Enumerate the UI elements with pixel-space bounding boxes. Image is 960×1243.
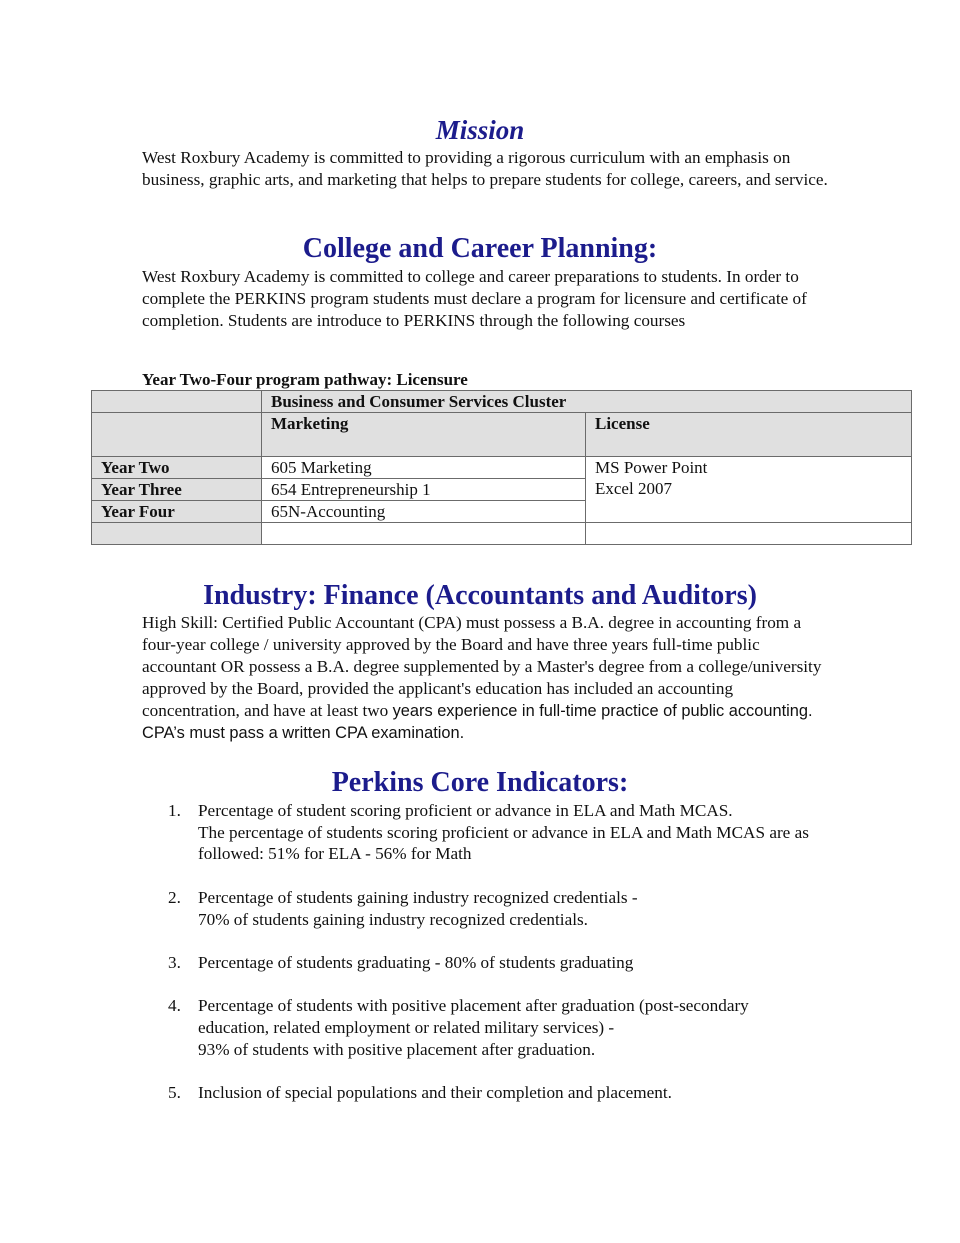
course-cell: 65N-Accounting [262,501,586,523]
pathway-table [91,390,912,545]
pathway-label: Year Two-Four program pathway: Licensure [142,370,468,389]
item-number: 5. [168,1083,181,1103]
perkins-heading: Perkins Core Indicators: [331,767,629,798]
list-item [160,887,820,930]
item-detail: 70% of students gaining industry recognized credentials. [198,909,588,929]
course-cell: 654 Entrepreneurship 1 [262,479,586,501]
year-label: Year Three [92,479,262,501]
industry-text-sans: years experience in full-time practice of public accounting. CPA’s must pass a written CPA examination. [142,702,813,742]
item-number: 2. [168,887,181,907]
license-column-header: License [586,413,912,457]
license-cell [586,457,912,523]
list-item [160,1082,820,1104]
empty-cell [262,523,586,545]
list-item [160,952,820,974]
item-text: Percentage of students gaining industry recognized credentials - [198,887,638,907]
item-detail: 93% of students with positive placement after graduation. [198,1039,596,1059]
item-number: 1. [168,801,181,820]
item-text: Percentage of students with positive placement after graduation (post-secondary education, related employment or related military services) - [198,996,749,1037]
industry-heading: Industry: Finance (Accountants and Auditors) [203,580,757,611]
perkins-indicator-list [160,800,820,1125]
mission-heading: Mission [435,115,525,145]
table-row [92,457,912,479]
item-text: Percentage of student scoring proficient or advance in ELA and Math MCAS. [198,801,733,820]
year-label: Year Two [92,457,262,479]
industry-text [142,612,832,744]
license-item: Excel 2007 [595,479,672,498]
course-cell: 605 Marketing [262,457,586,479]
industry-text-serif: High Skill: Certified Public Accountant (CPA) must possess a B.A. degree in accounting from a four-year college / university approved by the Board and have three years full-time public accountant OR possess a B.A. degree supplemented by a Master's degree from a college/university approved by the Board, provided the applicant's education has included an accounting concentration, and have at least two [142,613,822,720]
marketing-column-header: Marketing [262,413,586,457]
table-row [92,523,912,545]
table-blank-header [92,413,262,457]
mission-text: West Roxbury Academy is committed to providing a rigorous curriculum with an emphasis on business, graphic arts, and marketing that helps to prepare students for college, careers, and service. [142,148,828,189]
license-item: MS Power Point [595,458,708,477]
year-label: Year Four [92,501,262,523]
item-number: 3. [168,952,181,972]
item-number: 4. [168,996,181,1016]
list-item [160,800,820,865]
item-text: Inclusion of special populations and their completion and placement. [198,1083,672,1103]
college-career-text: West Roxbury Academy is committed to college and career preparations to students. In order to complete the PERKINS program students must declare a program for licensure and certificate of completion. Students are introduce to PERKINS through the following courses [142,267,807,330]
list-item [160,995,820,1060]
empty-cell [92,523,262,545]
item-text: Percentage of students graduating - 80% of students graduating [198,952,634,972]
cluster-header: Business and Consumer Services Cluster [262,391,912,413]
item-detail: The percentage of students scoring proficient or advance in ELA and Math MCAS are as followed: 51% for ELA - 56% for Math [198,822,809,864]
empty-cell [586,523,912,545]
college-career-heading: College and Career Planning: [302,233,658,264]
table-corner-cell [92,391,262,413]
